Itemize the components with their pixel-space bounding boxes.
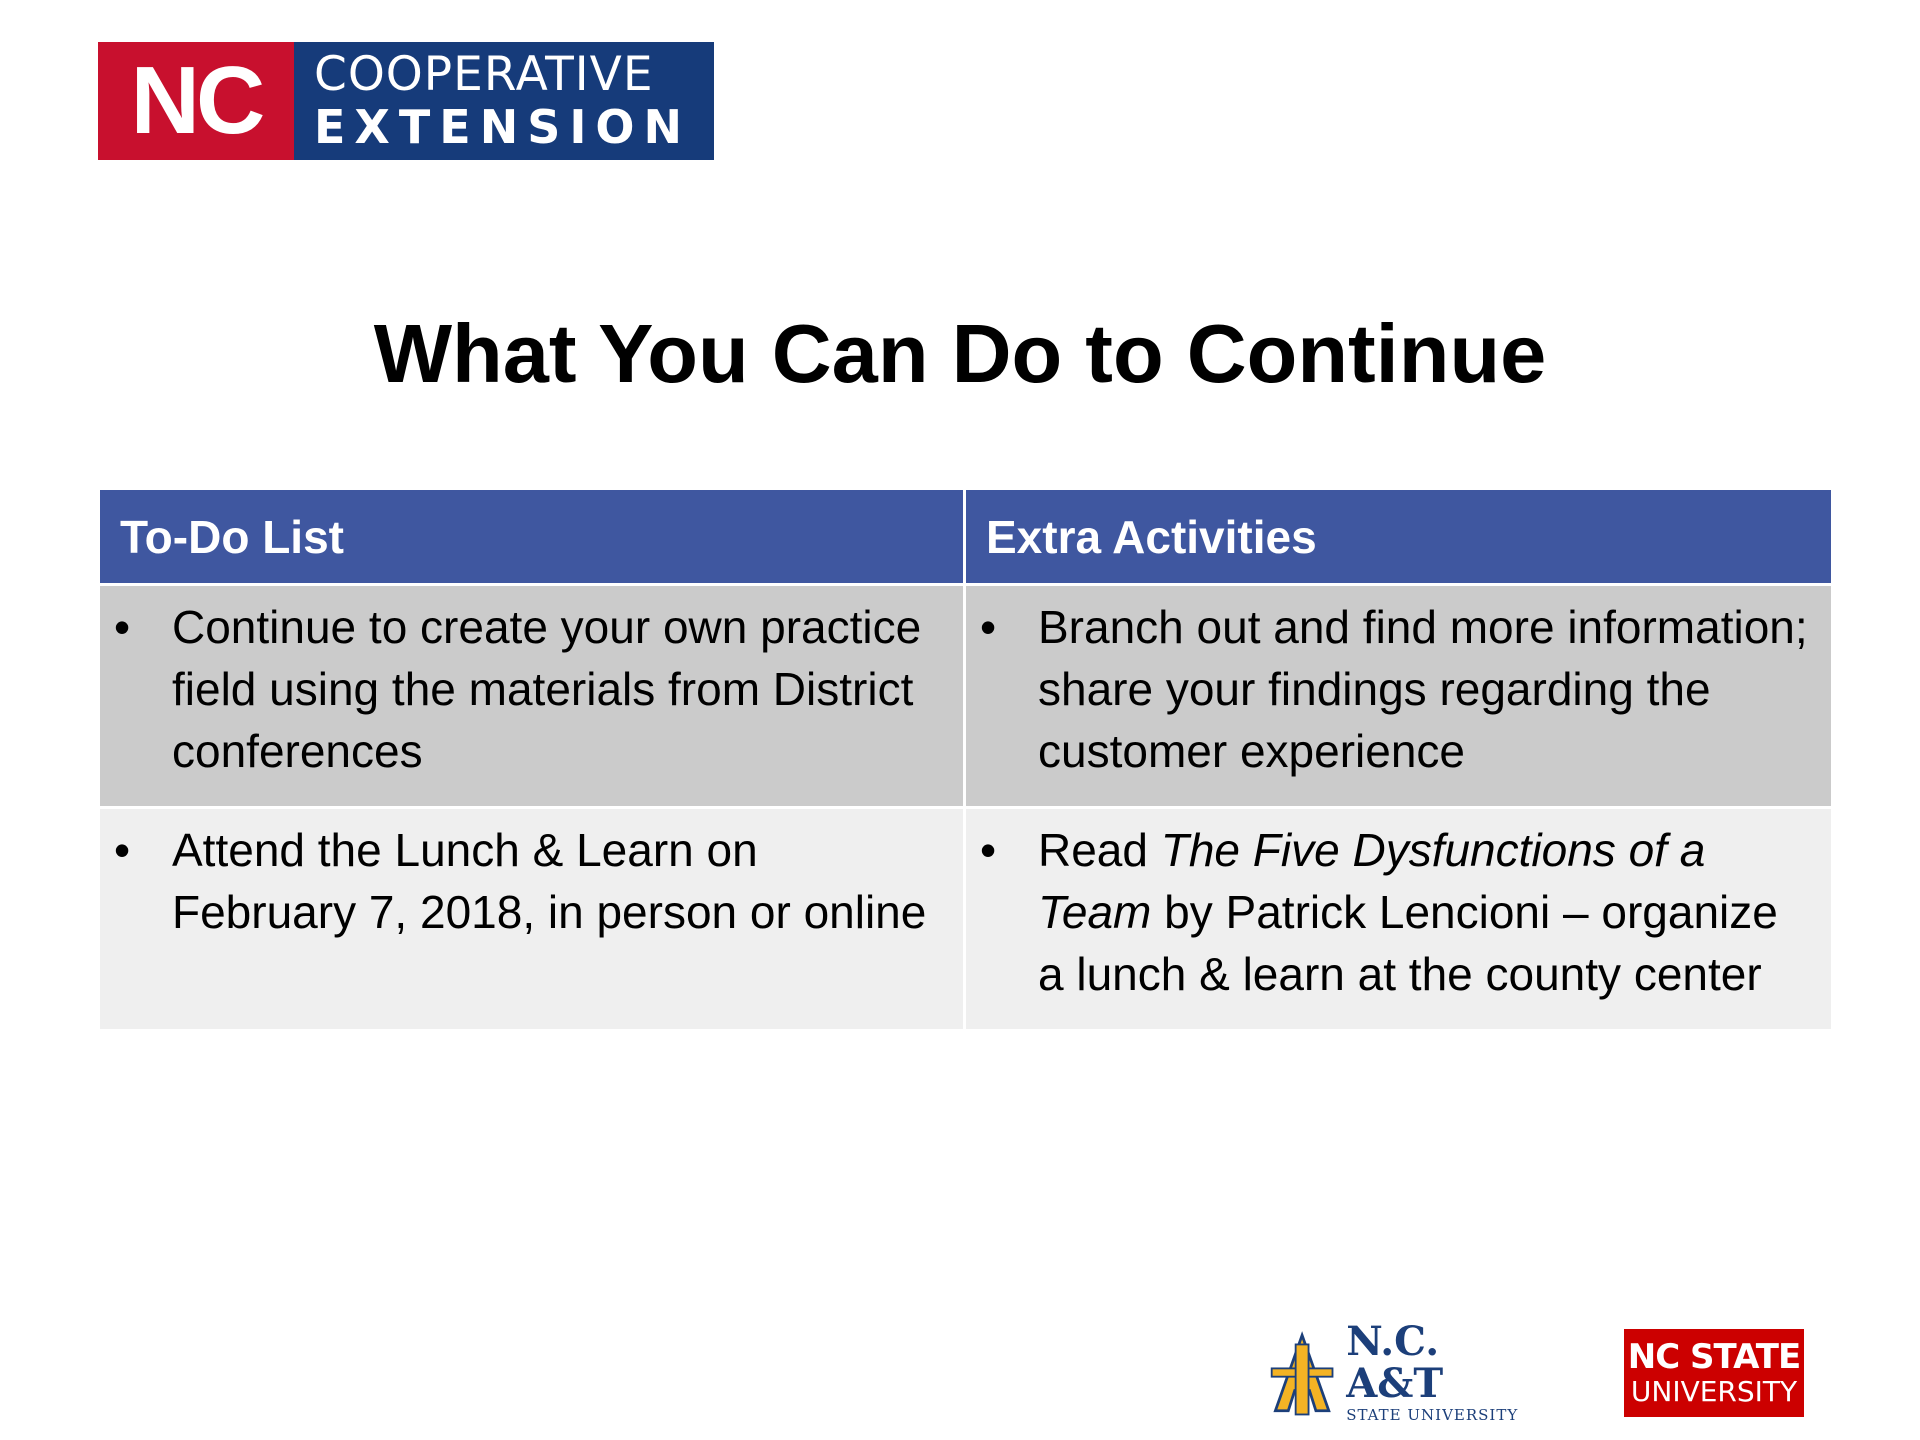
ncstate-line2: UNIVERSITY	[1630, 1375, 1798, 1408]
logo-wordmark	[294, 42, 714, 160]
header-extra-activities: Extra Activities	[965, 489, 1833, 585]
extra-cell	[965, 808, 1833, 1031]
nc-aandt-logo	[1268, 1318, 1534, 1424]
extra-cell	[965, 585, 1833, 808]
extra-text-suffix: by Patrick Lencioni – organize a lunch & learn at the county center	[1038, 886, 1778, 1000]
slide-title: What You Can Do to Continue	[373, 307, 1547, 400]
aandt-subtitle: STATE UNIVERSITY	[1346, 1406, 1519, 1424]
extra-text	[1038, 819, 1813, 1005]
todo-cell	[99, 585, 965, 808]
nc-cooperative-extension-logo	[98, 42, 714, 160]
table-row	[99, 808, 1833, 1031]
todo-text: Attend the Lunch & Learn on February 7, 2018, in person or online	[172, 824, 927, 938]
extra-text-prefix: Read	[1038, 824, 1161, 876]
logo-line-extension: EXTENSION	[314, 100, 692, 154]
ncstate-line1: NC STATE	[1627, 1337, 1801, 1377]
logo-line-cooperative: COOPERATIVE	[314, 47, 654, 102]
todo-text: Continue to create your own practice field using the materials from District conferences	[172, 601, 922, 777]
nc-logo-mark: NC	[98, 42, 294, 160]
extra-text: Branch out and find more information; share your findings regarding the customer experience	[1038, 601, 1808, 777]
bullet-marker: •	[980, 824, 997, 876]
nc-state-university-logo	[1624, 1329, 1804, 1417]
aandt-name: N.C. A&T	[1346, 1318, 1444, 1407]
aandt-wordmark	[1346, 1318, 1534, 1425]
header-todo-list: To-Do List	[99, 489, 965, 585]
bullet-marker: •	[114, 824, 131, 876]
table-row	[99, 585, 1833, 808]
aggie-a-icon	[1268, 1328, 1336, 1418]
bullet-marker: •	[980, 601, 997, 653]
todo-cell	[99, 808, 965, 1031]
bullet-marker: •	[114, 601, 131, 653]
table-header-row	[99, 489, 1833, 585]
activities-table	[97, 487, 1834, 1032]
book-title: The Five Dysfunctions of a Team	[1038, 824, 1706, 938]
